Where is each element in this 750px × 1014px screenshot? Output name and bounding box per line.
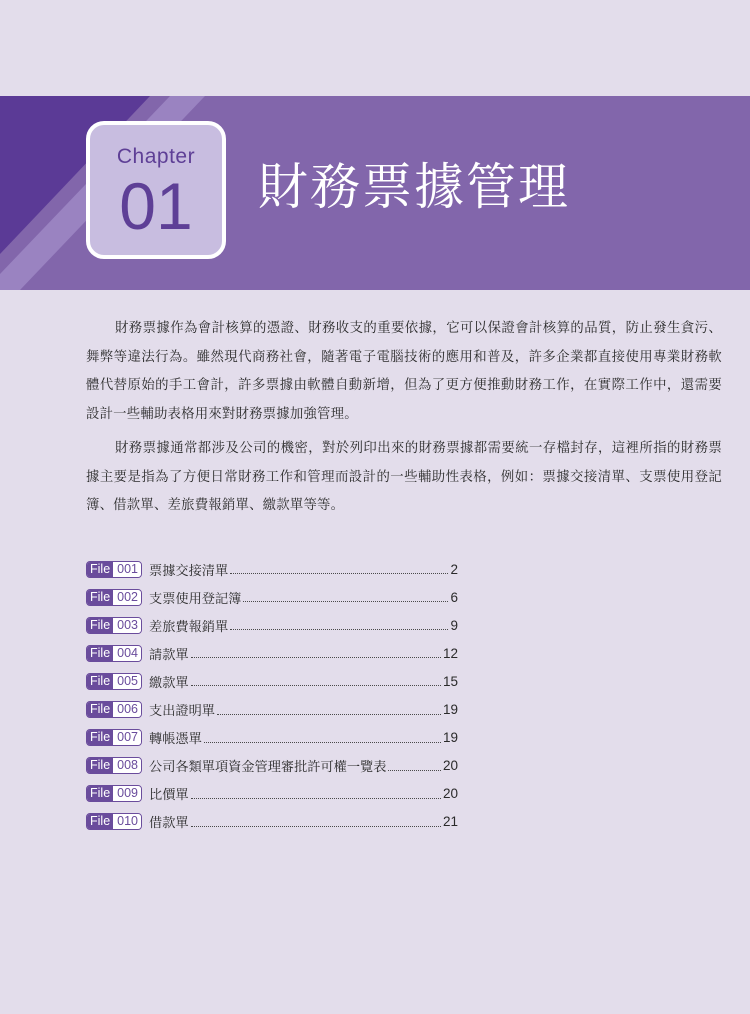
file-badge bbox=[86, 645, 142, 662]
file-badge-label: File bbox=[87, 758, 113, 773]
file-badge-number: 010 bbox=[113, 814, 141, 829]
file-badge-label: File bbox=[87, 674, 113, 689]
file-badge-label: File bbox=[87, 590, 113, 605]
file-badge bbox=[86, 757, 142, 774]
page-number: 2 bbox=[450, 561, 458, 577]
chapter-badge bbox=[86, 121, 226, 259]
file-badge bbox=[86, 589, 142, 606]
dot-leader bbox=[191, 656, 441, 658]
chapter-label: Chapter bbox=[116, 145, 196, 168]
file-badge bbox=[86, 813, 142, 830]
file-list-item[interactable] bbox=[86, 583, 458, 611]
file-title: 差旅費報銷單 bbox=[149, 619, 229, 635]
file-title: 繳款單 bbox=[149, 675, 189, 691]
page-number: 19 bbox=[442, 730, 458, 746]
file-badge-number: 001 bbox=[113, 562, 141, 577]
file-list-item[interactable] bbox=[86, 724, 458, 752]
page-number: 6 bbox=[450, 589, 458, 605]
file-badge-number: 007 bbox=[113, 730, 141, 745]
file-title: 公司各類單項資金管理審批許可權一覽表 bbox=[149, 760, 387, 776]
file-list-item[interactable] bbox=[86, 808, 458, 836]
page-number: 21 bbox=[442, 814, 458, 830]
file-title: 請款單 bbox=[149, 647, 189, 663]
dot-leader bbox=[204, 741, 441, 743]
file-list-item[interactable] bbox=[86, 667, 458, 695]
page-number: 20 bbox=[442, 758, 458, 774]
file-badge-label: File bbox=[87, 786, 113, 801]
file-title: 支票使用登記簿 bbox=[149, 591, 242, 607]
file-badge-number: 008 bbox=[113, 758, 141, 773]
file-badge bbox=[86, 617, 142, 634]
file-badge-label: File bbox=[87, 730, 113, 745]
dot-leader bbox=[217, 713, 441, 715]
dot-leader bbox=[230, 628, 448, 630]
file-badge-label: File bbox=[87, 646, 113, 661]
dot-leader bbox=[191, 797, 441, 799]
page-number: 20 bbox=[442, 786, 458, 802]
file-badge-number: 002 bbox=[113, 590, 141, 605]
intro-paragraph-2: 財務票據通常都涉及公司的機密，對於列印出來的財務票據都需要統一存檔封存，這裡所指的財務票據主要是指為了方便日常財務工作和管理而設計的一些輔助性表格，例如：票據交接清單、支票使用登記簿、借款單、差旅費報銷單、繳款單等等。 bbox=[86, 441, 722, 513]
page-number: 19 bbox=[442, 702, 458, 718]
file-list-item[interactable] bbox=[86, 752, 458, 780]
file-title: 借款單 bbox=[149, 816, 189, 832]
file-title: 票據交接清單 bbox=[149, 563, 229, 579]
file-list-item[interactable] bbox=[86, 611, 458, 639]
file-title: 比價單 bbox=[149, 788, 189, 804]
file-badge-number: 004 bbox=[113, 646, 141, 661]
file-badge-label: File bbox=[87, 562, 113, 577]
page-number: 15 bbox=[442, 673, 458, 689]
dot-leader bbox=[230, 572, 448, 574]
chapter-title: 財務票據管理 bbox=[258, 158, 570, 216]
file-badge bbox=[86, 701, 142, 718]
dot-leader bbox=[388, 769, 441, 771]
dot-leader bbox=[191, 825, 441, 827]
dot-leader bbox=[243, 600, 448, 602]
file-list bbox=[86, 555, 458, 836]
file-badge bbox=[86, 673, 142, 690]
file-list-item[interactable] bbox=[86, 639, 458, 667]
page-number: 12 bbox=[442, 645, 458, 661]
file-badge-label: File bbox=[87, 618, 113, 633]
file-list-item[interactable] bbox=[86, 695, 458, 723]
intro-paragraph-1: 財務票據作為會計核算的憑證、財務收支的重要依據，它可以保證會計核算的品質，防止發生貪污、舞弊等違法行為。雖然現代商務社會，隨著電子電腦技術的應用和普及，許多企業都直接使用專業財務軟體代替原始的手工會計，許多票據由軟體自動新增，但為了更方便推動財務工作，在實際工作中，還需要設計一些輔助表格用來對財務票據加強管理。 bbox=[86, 321, 722, 422]
chapter-number: 01 bbox=[119, 169, 193, 243]
file-title: 支出證明單 bbox=[149, 704, 215, 720]
file-badge bbox=[86, 561, 142, 578]
file-badge-label: File bbox=[87, 702, 113, 717]
file-list-item[interactable] bbox=[86, 780, 458, 808]
file-list-item[interactable] bbox=[86, 555, 458, 583]
dot-leader bbox=[191, 684, 441, 686]
file-badge-label: File bbox=[87, 814, 113, 829]
file-badge bbox=[86, 785, 142, 802]
file-badge-number: 005 bbox=[113, 674, 141, 689]
page-number: 9 bbox=[450, 617, 458, 633]
file-badge-number: 009 bbox=[113, 786, 141, 801]
file-badge-number: 003 bbox=[113, 618, 141, 633]
file-title: 轉帳憑單 bbox=[149, 732, 202, 748]
file-badge-number: 006 bbox=[113, 702, 141, 717]
file-badge bbox=[86, 729, 142, 746]
